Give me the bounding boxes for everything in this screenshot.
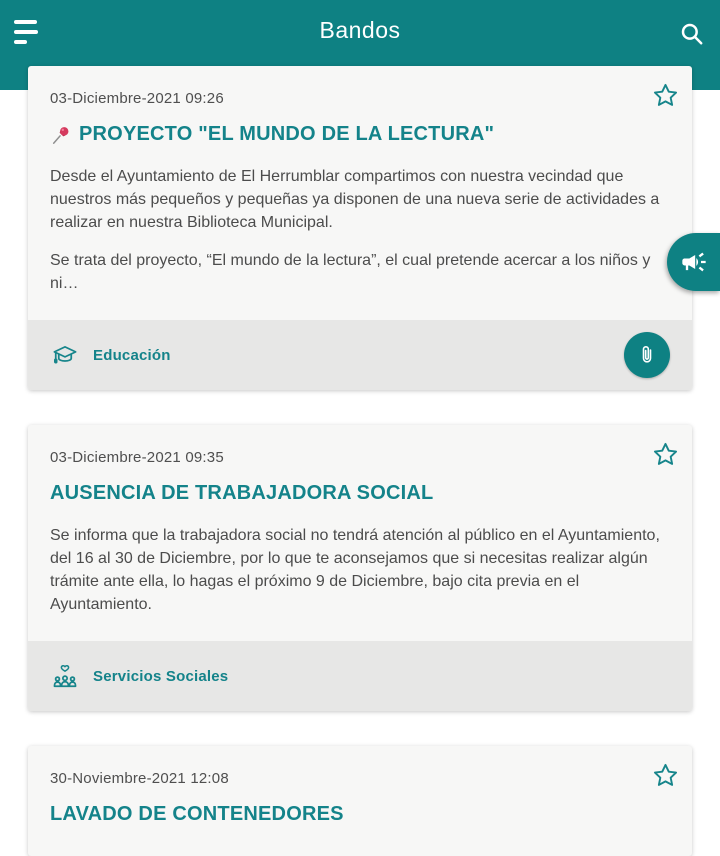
graduation-cap-icon [50, 340, 80, 370]
megaphone-icon[interactable] [667, 233, 720, 291]
star-outline-icon[interactable] [650, 80, 680, 110]
bando-date: 30-Noviembre-2021 12:08 [50, 770, 229, 788]
star-outline-icon[interactable] [650, 760, 680, 790]
bando-paragraph: Se trata del proyecto, “El mundo de la lectura”, el cual pretende acercar a los niños y ni… [50, 252, 651, 293]
bando-title-text: AUSENCIA DE TRABAJADORA SOCIAL [50, 482, 434, 505]
pushpin-icon [50, 124, 72, 146]
star-outline-icon[interactable] [650, 439, 680, 469]
bando-category-bar [28, 320, 692, 390]
bando-category-bar [28, 641, 692, 711]
bando-paragraph: Desde el Ayuntamiento de El Herrumblar compartimos con nuestra vecindad que nuestros más pequeños y pequeñas ya disponen de una nueva serie de actividades a realizar en nuestra Biblioteca Municipal. [50, 168, 660, 232]
search-icon[interactable] [676, 18, 708, 50]
bando-title-text: PROYECTO "EL MUNDO DE LA LECTURA" [79, 123, 495, 145]
category-label: Servicios Sociales [93, 667, 229, 685]
bando-date: 03-Diciembre-2021 09:35 [50, 449, 224, 467]
paperclip-icon [635, 343, 659, 367]
bando-title [50, 803, 670, 826]
bando-title [50, 482, 670, 505]
category-label: Educación [93, 346, 171, 364]
bando-paragraph: Se informa que la trabajadora social no tendrá atención al público en el Ayuntamiento, del 16 al 30 de Diciembre, por lo que te aconsejamos que si necesitas realizar algún trámite ante ella, lo hagas el próximo 9 de Diciembre, bajo cita previa en el Ayuntamiento. [50, 527, 660, 614]
bandos-list [0, 66, 720, 856]
people-heart-icon [50, 661, 80, 691]
bando-card-proyecto-lectura[interactable] [28, 66, 692, 390]
app-bar-row [0, 0, 720, 64]
bando-card-trabajadora-social[interactable] [28, 425, 692, 711]
bando-title-text: LAVADO DE CONTENEDORES [50, 803, 344, 826]
bando-card-lavado-contenedores[interactable] [28, 746, 692, 856]
bando-body [50, 524, 670, 616]
bando-date: 03-Diciembre-2021 09:26 [50, 90, 224, 107]
bando-title [50, 123, 670, 146]
page-title: Bandos [319, 17, 401, 43]
attachment-button[interactable] [624, 332, 670, 378]
bando-body [50, 165, 670, 295]
